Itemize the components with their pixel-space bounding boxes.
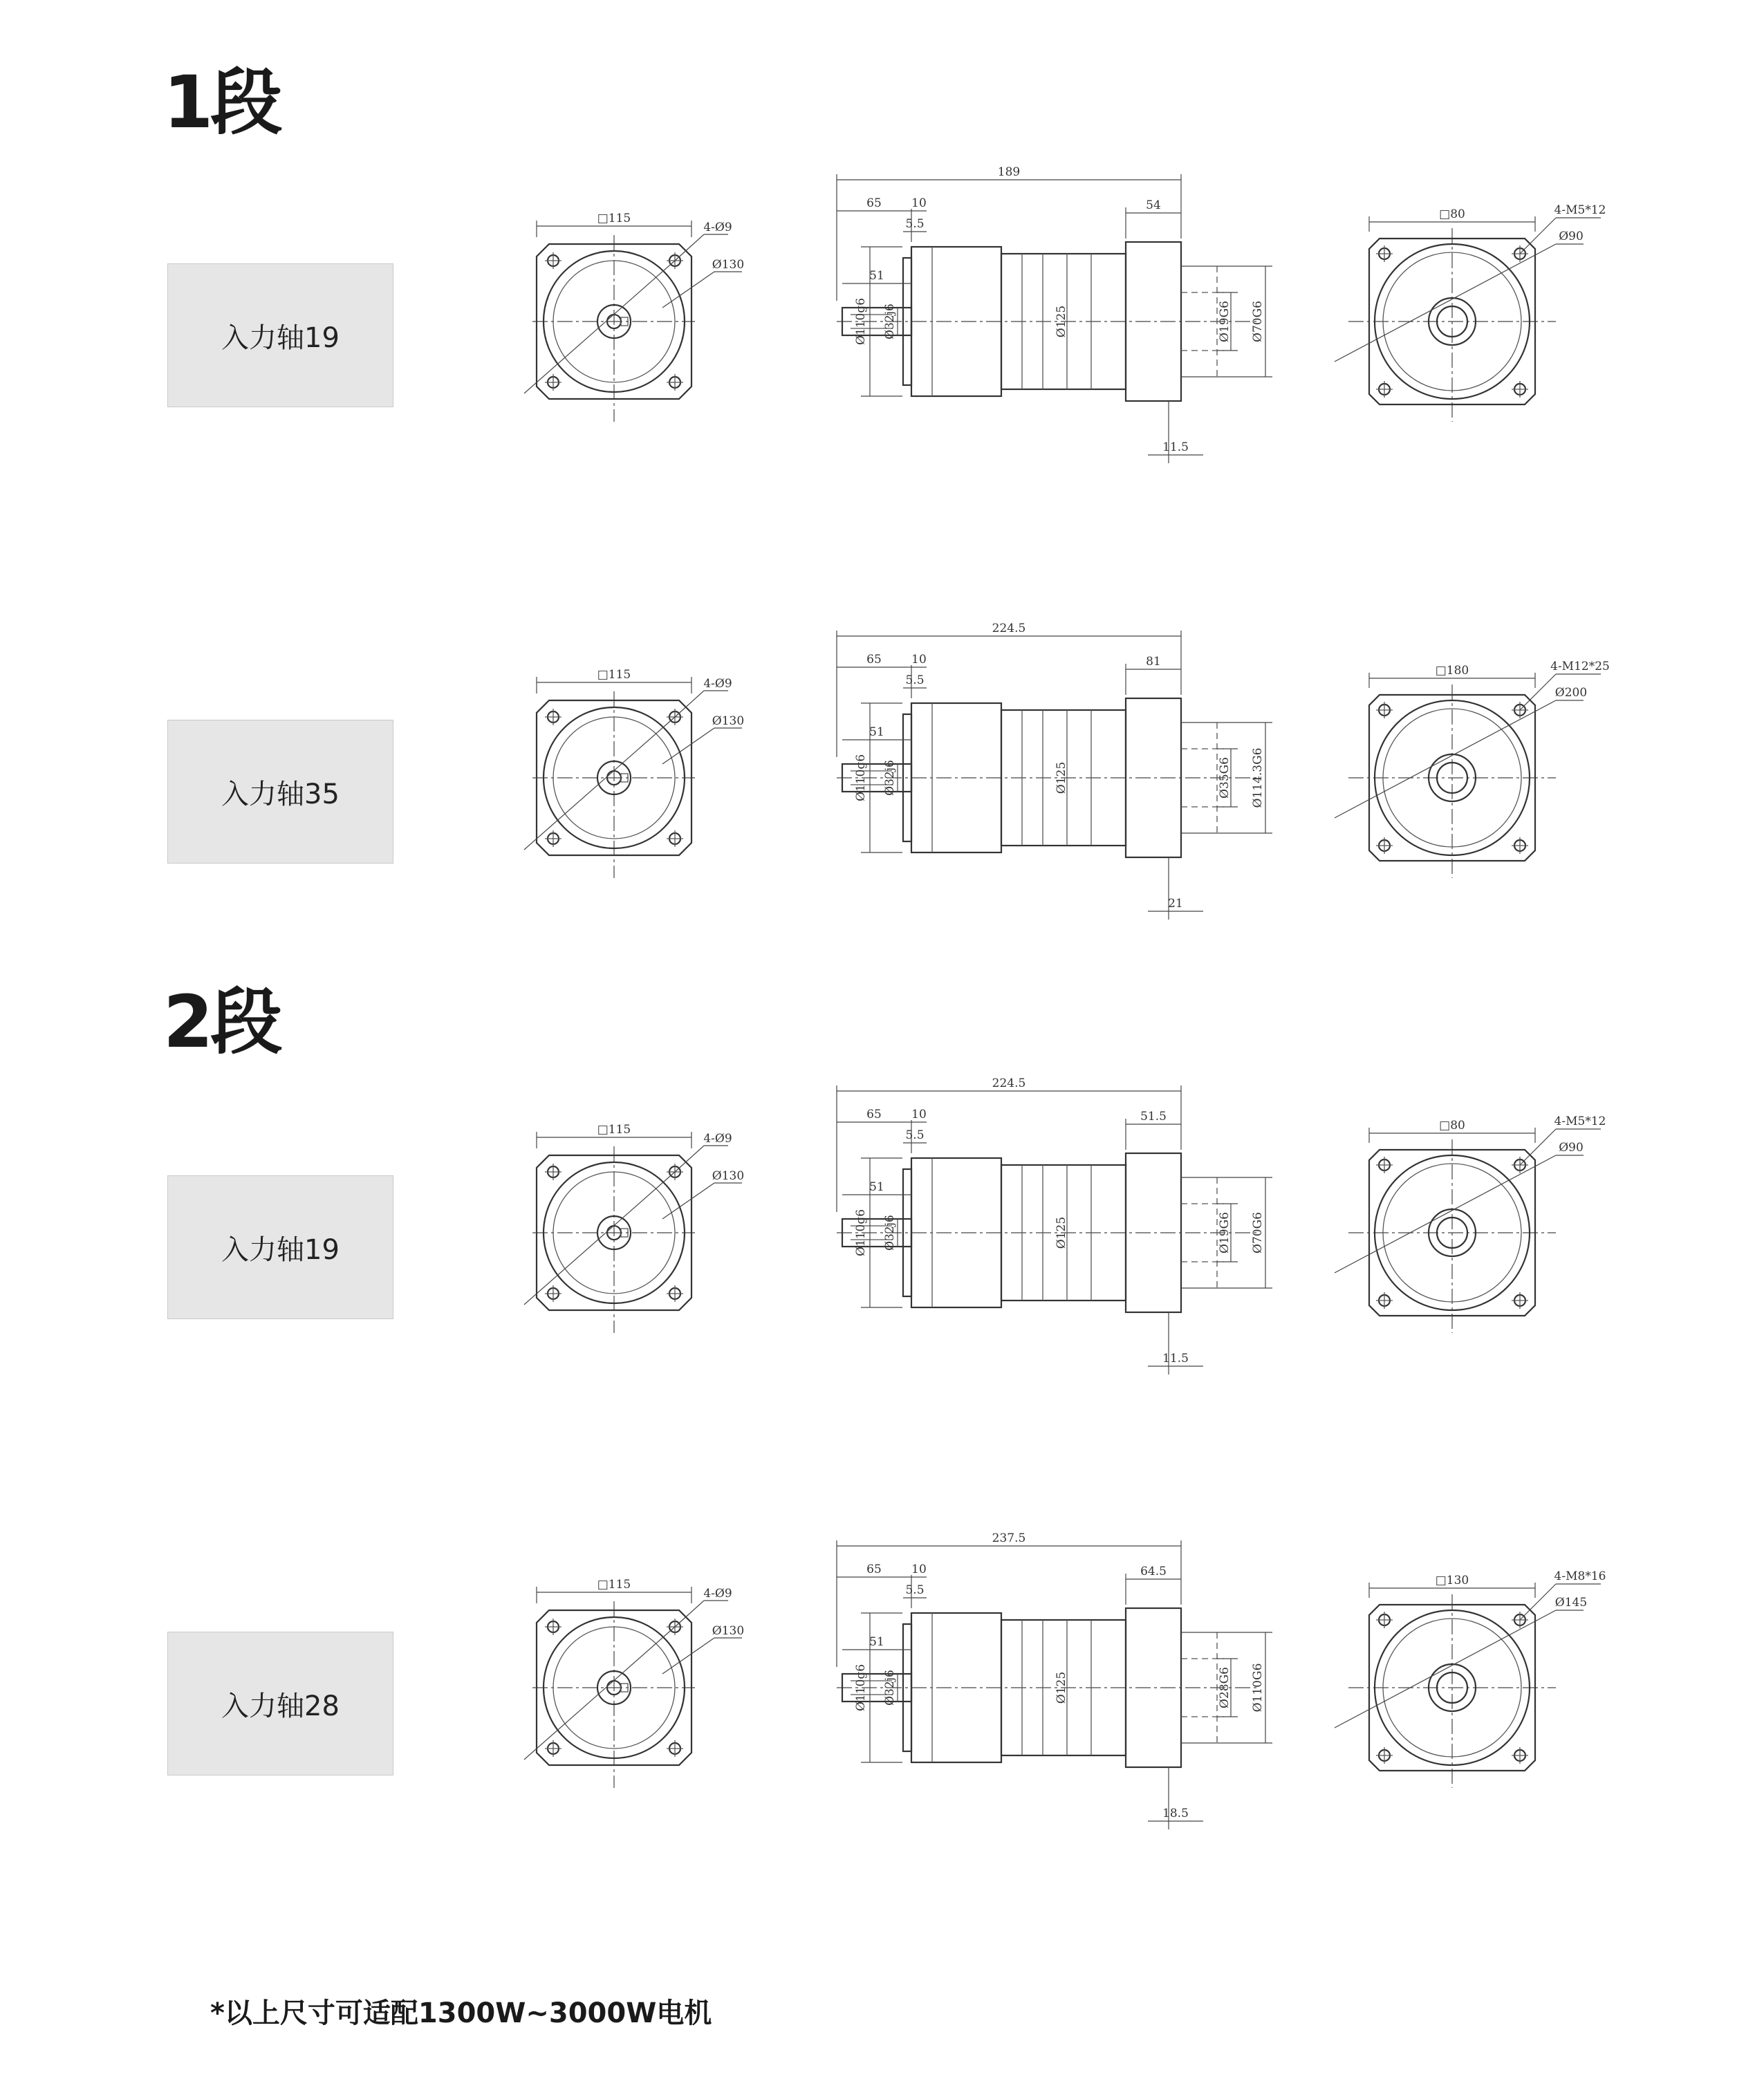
leader-line (1520, 674, 1556, 710)
section-title-1: 1段 (163, 60, 280, 145)
rear-pcd-label: Ø90 (1559, 230, 1584, 243)
leader-line (675, 234, 704, 261)
leader-line (524, 1627, 675, 1760)
leader-line (675, 691, 704, 717)
front-holes-label: 4-Ø9 (703, 677, 732, 691)
shaft-label: 入力轴19 (221, 1233, 340, 1266)
side-total-dimension: 189 (997, 165, 1021, 179)
rear-pcd-label: Ø90 (1559, 1141, 1584, 1155)
side-output-diameter: Ø19G6 (1218, 1212, 1232, 1253)
shaft-label: 入力轴35 (221, 778, 340, 810)
leader-line (675, 1601, 704, 1627)
rear-holes-label: 4-M5*12 (1554, 203, 1606, 217)
side-flange-dimension: 51.5 (1140, 1110, 1167, 1124)
side-d10-dimension: 10 (911, 196, 927, 210)
rear-pcd-label: Ø145 (1554, 1596, 1588, 1610)
side-output-flange-diameter: Ø70G6 (1251, 1212, 1265, 1253)
side-flange-diameter: Ø110g6 (854, 1209, 868, 1257)
drawing-row (0, 595, 1764, 1009)
front-square-dimension: □115 (597, 1123, 631, 1137)
section-title-2: 2段 (163, 980, 280, 1064)
leader-line (524, 717, 675, 850)
side-total-dimension: 224.5 (992, 1076, 1026, 1090)
side-d51-dimension: 51 (869, 725, 884, 739)
leader-line (1520, 218, 1556, 254)
side-tail-dimension: 11.5 (1162, 1352, 1189, 1365)
drawing-row (0, 1504, 1764, 1919)
side-output-flange-diameter: Ø70G6 (1251, 301, 1265, 342)
leader-line (1520, 1129, 1556, 1165)
side-d65-dimension: 65 (866, 1563, 882, 1576)
side-tail-dimension: 11.5 (1162, 440, 1189, 454)
front-square-dimension: □115 (597, 212, 631, 225)
front-pcd-label: Ø130 (712, 1624, 745, 1638)
rear-pcd-label: Ø200 (1554, 686, 1588, 700)
side-d10-dimension: 10 (911, 1563, 927, 1576)
side-flange-diameter: Ø110g6 (854, 297, 868, 346)
side-shaft-diameter: Ø32j6 (883, 1215, 897, 1251)
leader-line (662, 1183, 714, 1219)
front-pcd-label: Ø130 (712, 1169, 745, 1183)
rear-holes-label: 4-M8*16 (1554, 1569, 1606, 1583)
side-output-flange-diameter: Ø114.3G6 (1251, 747, 1265, 808)
leader-line (675, 1146, 704, 1172)
side-body-diameter: Ø125 (1055, 1216, 1068, 1249)
front-pcd-label: Ø130 (712, 714, 745, 728)
side-shaft-diameter: Ø32j6 (883, 304, 897, 339)
leader-line (662, 728, 714, 764)
side-d65-dimension: 65 (866, 1108, 882, 1121)
side-flange-dimension: 81 (1146, 655, 1161, 669)
side-output-flange-diameter: Ø110G6 (1251, 1663, 1265, 1713)
side-flange-diameter: Ø110g6 (854, 754, 868, 802)
side-d65-dimension: 65 (866, 653, 882, 667)
side-shaft-diameter: Ø32j6 (883, 760, 897, 796)
side-total-dimension: 237.5 (992, 1531, 1026, 1545)
rear-square-dimension: □180 (1435, 664, 1469, 678)
leader-line (662, 1638, 714, 1674)
front-holes-label: 4-Ø9 (703, 221, 732, 234)
side-d10-dimension: 10 (911, 653, 927, 667)
side-flange-dimension: 54 (1146, 198, 1161, 212)
rear-holes-label: 4-M5*12 (1554, 1115, 1606, 1128)
side-body-diameter: Ø125 (1055, 1671, 1068, 1704)
side-shaft-diameter: Ø32j6 (883, 1670, 897, 1706)
drawing-row (0, 138, 1764, 553)
leader-line (662, 272, 714, 308)
leader-line (1520, 1584, 1556, 1620)
shaft-label: 入力轴19 (221, 321, 340, 354)
side-output-diameter: Ø35G6 (1218, 757, 1232, 799)
side-flange-diameter: Ø110g6 (854, 1663, 868, 1712)
shaft-label: 入力轴28 (221, 1690, 340, 1722)
side-d55-dimension: 5.5 (905, 1128, 925, 1142)
side-d51-dimension: 51 (869, 1635, 884, 1649)
side-flange-dimension: 64.5 (1140, 1565, 1167, 1578)
side-body-diameter: Ø125 (1055, 305, 1068, 338)
drawing-row (0, 1050, 1764, 1464)
side-d51-dimension: 51 (869, 269, 884, 283)
front-holes-label: 4-Ø9 (703, 1132, 732, 1146)
front-square-dimension: □115 (597, 1578, 631, 1592)
rear-square-dimension: □130 (1435, 1574, 1469, 1587)
side-d51-dimension: 51 (869, 1180, 884, 1194)
side-d55-dimension: 5.5 (905, 673, 925, 687)
front-square-dimension: □115 (597, 668, 631, 682)
footnote: *以上尺寸可适配1300W~3000W电机 (210, 1997, 712, 2029)
front-holes-label: 4-Ø9 (703, 1587, 732, 1601)
side-body-diameter: Ø125 (1055, 761, 1068, 794)
side-d55-dimension: 5.5 (905, 1583, 925, 1597)
front-pcd-label: Ø130 (712, 258, 745, 272)
rear-holes-label: 4-M12*25 (1550, 660, 1610, 673)
rear-square-dimension: □80 (1439, 1119, 1465, 1132)
side-d10-dimension: 10 (911, 1108, 927, 1121)
side-output-diameter: Ø28G6 (1218, 1667, 1232, 1708)
side-d55-dimension: 5.5 (905, 217, 925, 231)
leader-line (524, 261, 675, 393)
side-tail-dimension: 18.5 (1162, 1807, 1189, 1820)
side-output-diameter: Ø19G6 (1218, 301, 1232, 342)
side-total-dimension: 224.5 (992, 622, 1026, 635)
side-d65-dimension: 65 (866, 196, 882, 210)
side-tail-dimension: 21 (1168, 897, 1183, 911)
leader-line (524, 1172, 675, 1305)
rear-square-dimension: □80 (1439, 207, 1465, 221)
